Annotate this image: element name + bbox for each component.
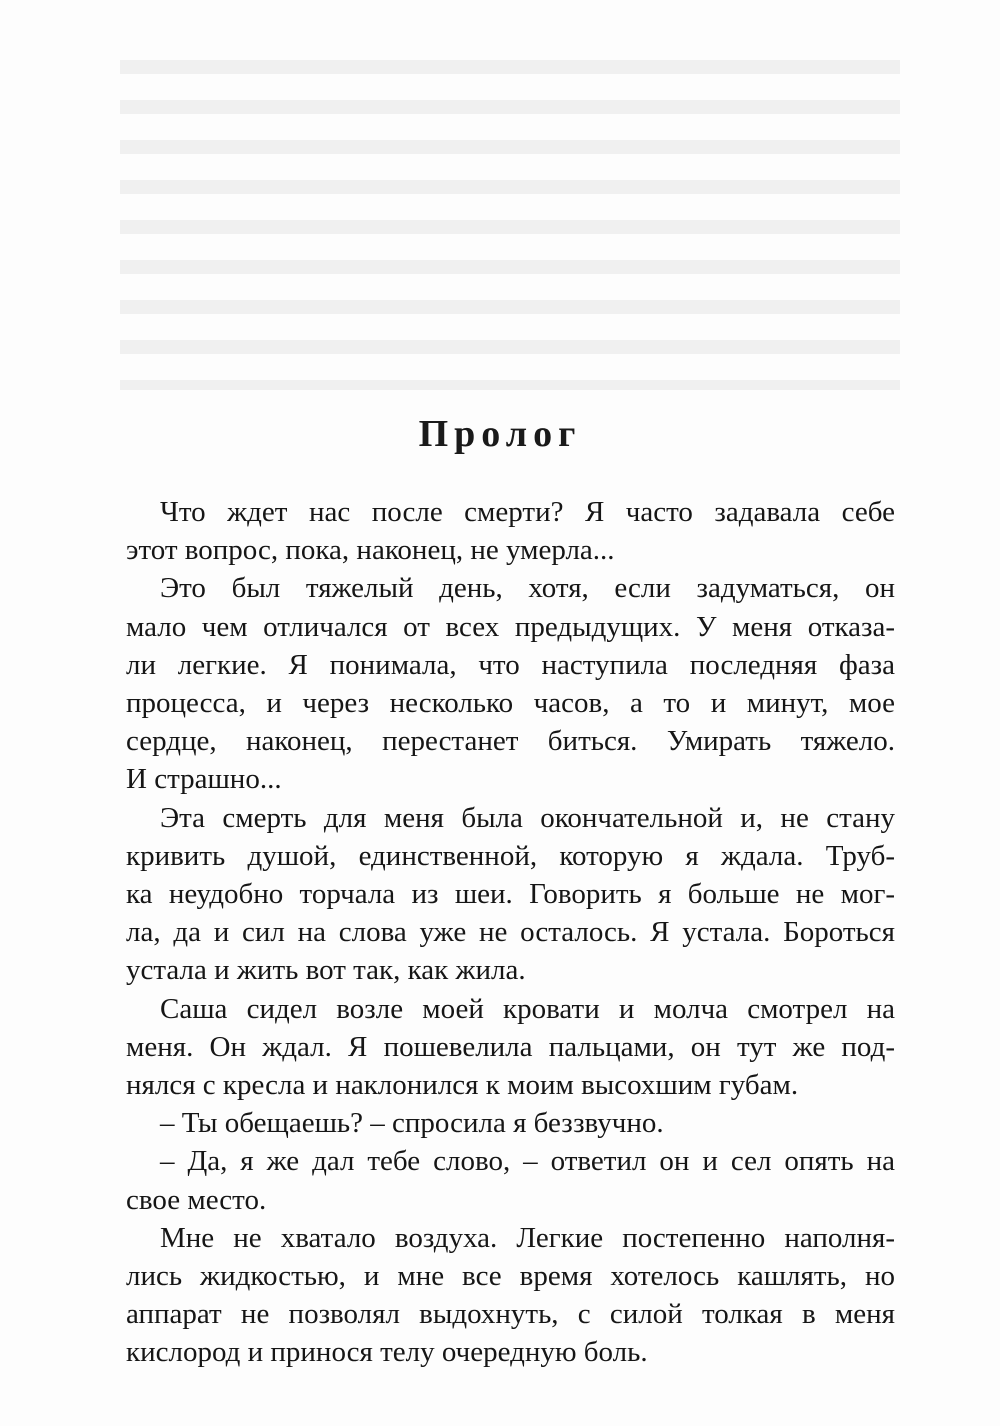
paragraph-line: этот вопрос, пока, наконец, не умерла... <box>126 534 615 567</box>
paragraph-line: сердце, наконец, перестанет биться. Умирать тяжело. <box>126 725 895 758</box>
paragraph-line: процесса, и через несколько часов, а то и минут, мое <box>126 687 895 719</box>
paragraph-line: Саша сидел возле моей кровати и молча смотрел на <box>160 992 895 1025</box>
paragraph-line: кривить душой, единственной, которую я ждала. Труб- <box>126 839 895 872</box>
paragraph-line: лись жидкостью, и мне все время хотелось кашлять, но <box>126 1260 895 1292</box>
chapter-title: Пролог <box>418 413 582 455</box>
paragraph-line: аппарат не позволял выдохнуть, с силой толкая в меня <box>126 1298 895 1331</box>
paragraph-line: ли легкие. Я понимала, что наступила последняя фаза <box>126 648 895 681</box>
paragraph-line: И страшно... <box>126 763 282 796</box>
paragraph-line: кислород и принося телу очередную боль. <box>126 1336 648 1369</box>
paragraph-line: свое место. <box>126 1183 267 1216</box>
paragraph-line: – Ты обещаешь? – спросила я беззвучно. <box>160 1107 664 1140</box>
paragraph-line: мало чем отличался от всех предыдущих. У меня отказа- <box>126 610 895 643</box>
paragraph-line: ка неудобно торчала из шеи. Говорить я больше не мог- <box>126 878 895 910</box>
paragraph-line: Эта смерть для меня была окончательной и, не стану <box>160 801 895 834</box>
paragraph-line: ла, да и сил на слова уже не осталось. Я устала. Бороться <box>126 916 895 949</box>
paragraph-line: Что ждет нас после смерти? Я часто задавала себе <box>160 496 895 528</box>
paragraph-line: – Да, я же дал тебе слово, – ответил он и сел опять на <box>160 1145 895 1178</box>
paragraph-line: меня. Он ждал. Я пошевелила пальцами, он тут же под- <box>126 1030 895 1063</box>
paragraph-line: Мне не хватало воздуха. Легкие постепенно наполня- <box>160 1221 895 1254</box>
paragraph-line: Это был тяжелый день, хотя, если задуматься, он <box>160 572 895 605</box>
show-through-text <box>120 60 900 390</box>
paragraph-line: нялся с кресла и наклонился к моим высохшим губам. <box>126 1069 799 1101</box>
paragraph-line: устала и жить вот так, как жила. <box>126 954 526 987</box>
